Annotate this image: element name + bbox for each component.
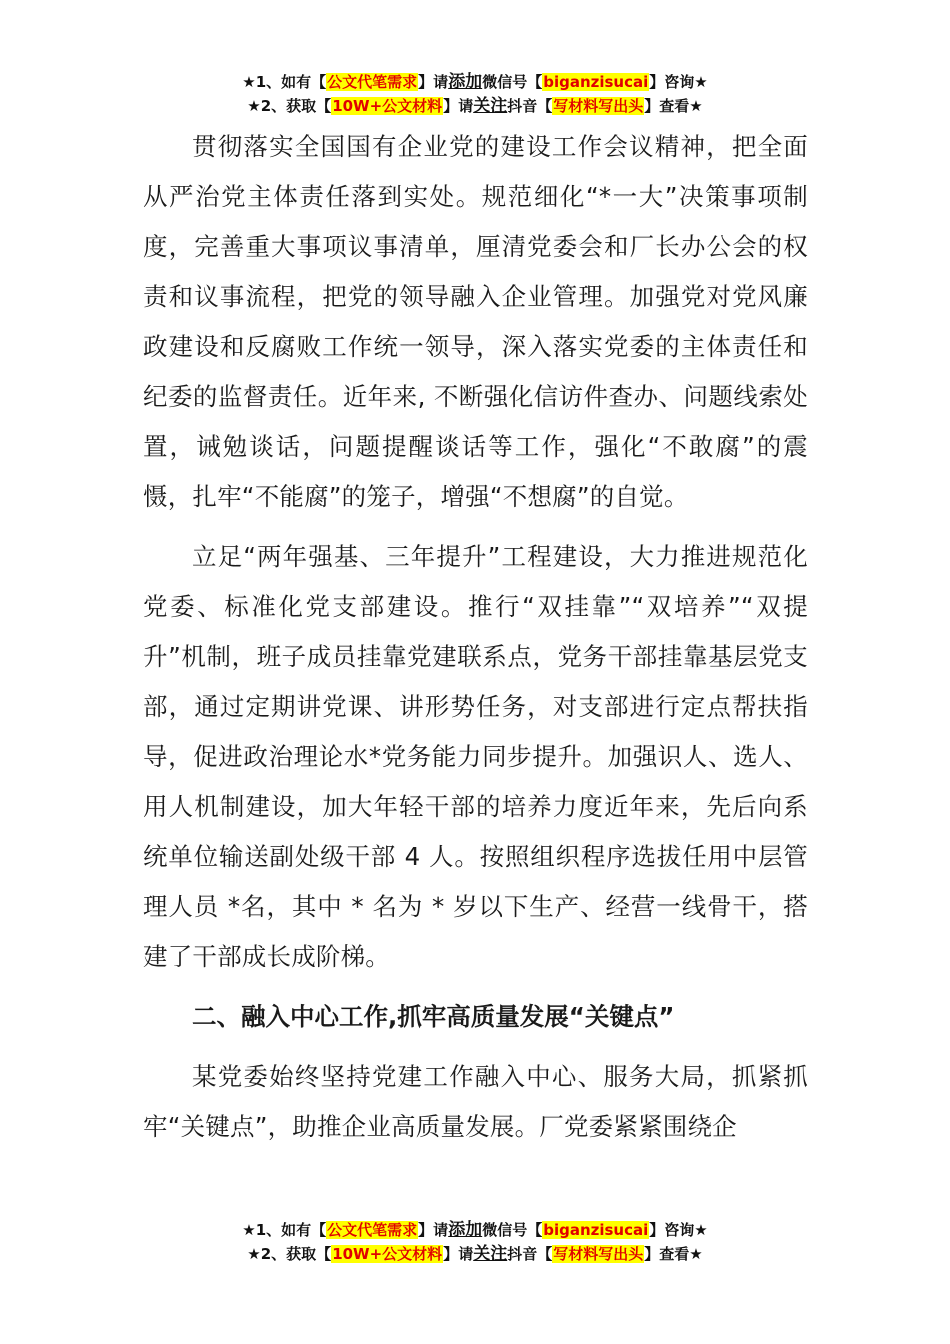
banner-underlined: 关注 [473,1244,508,1264]
banner-underlined: 添加 [448,72,483,92]
banner-highlight: 10W+公文材料 [332,97,443,115]
banner-text: 】请 [418,1221,449,1239]
footer-banner [0,1218,950,1266]
banner-text: 】咨询★ [649,1221,708,1239]
banner-text: 】请 [443,1245,474,1263]
banner-highlight: biganzisucai [543,73,649,91]
paragraph-1: 贯彻落实全国国有企业党的建设工作会议精神，把全面从严治党主体责任落到实处。规范细化“*一大”决策事项制度，完善重大事项议事清单，厘清党委会和厂长办公会的权责和议事流程，把党的领导融入企业管理。加强党对党风廉政建设和反腐败工作统一领导，深入落实党委的主体责任和纪委的监督责任。近年来, 不断强化信访件查办、问题线索处置，诫勉谈话，问题提醒谈话等工作，强化“不敢腐”的震慑，扎牢“不能腐”的笼子，增强“不想腐”的自觉。 [143,132,808,511]
banner-text: ★2、获取【 [247,1245,332,1263]
banner-text: 微信号【 [482,73,543,91]
banner-highlight: 公文代笔需求 [327,73,418,91]
banner-text: 】咨询★ [649,73,708,91]
banner-line-1 [0,1218,950,1242]
banner-text: 】请 [418,73,449,91]
banner-highlight: 10W+公文材料 [332,1245,443,1263]
banner-text: 微信号【 [482,1221,543,1239]
document-body [143,122,808,1152]
paragraph-2: 立足“两年强基、三年提升”工程建设，大力推进规范化党委、标准化党支部建设。推行“双挂靠”“双培养”“双提升”机制，班子成员挂靠党建联系点，党务干部挂靠基层党支部，通过定期讲党课、讲形势任务，对支部进行定点帮扶指导，促进政治理论水*党务能力同步提升。加强识人、选人、用人机制建设，加大年轻干部的培养力度近年来，先后向系统单位输送副处级干部 4 人。按照组织程序选拔任用中层管理人员 *名，其中 * 名为 * 岁以下生产、经营一线骨干，搭建了干部成长成阶梯。 [143,542,808,971]
banner-line-2 [0,94,950,118]
banner-underlined: 添加 [448,1220,483,1240]
banner-text: ★2、获取【 [247,97,332,115]
banner-highlight: 写材料写出头 [553,1245,644,1263]
banner-text: ★1、如有【 [242,73,327,91]
section-heading: 二、融入中心工作,抓牢高质量发展“关键点” [192,1002,675,1031]
banner-line-2 [0,1242,950,1266]
banner-text: 抖音【 [507,1245,553,1263]
header-banner [0,70,950,118]
banner-highlight: 写材料写出头 [553,97,644,115]
banner-highlight: biganzisucai [543,1221,649,1239]
banner-highlight: 公文代笔需求 [327,1221,418,1239]
banner-text: 抖音【 [507,97,553,115]
banner-text: ★1、如有【 [242,1221,327,1239]
banner-text: 】查看★ [644,1245,703,1263]
paragraph-3: 某党委始终坚持党建工作融入中心、服务大局，抓紧抓牢“关键点”，助推企业高质量发展。厂党委紧紧围绕企 [143,1062,808,1141]
banner-underlined: 关注 [473,96,508,116]
banner-text: 】查看★ [644,97,703,115]
banner-line-1 [0,70,950,94]
banner-text: 】请 [443,97,474,115]
